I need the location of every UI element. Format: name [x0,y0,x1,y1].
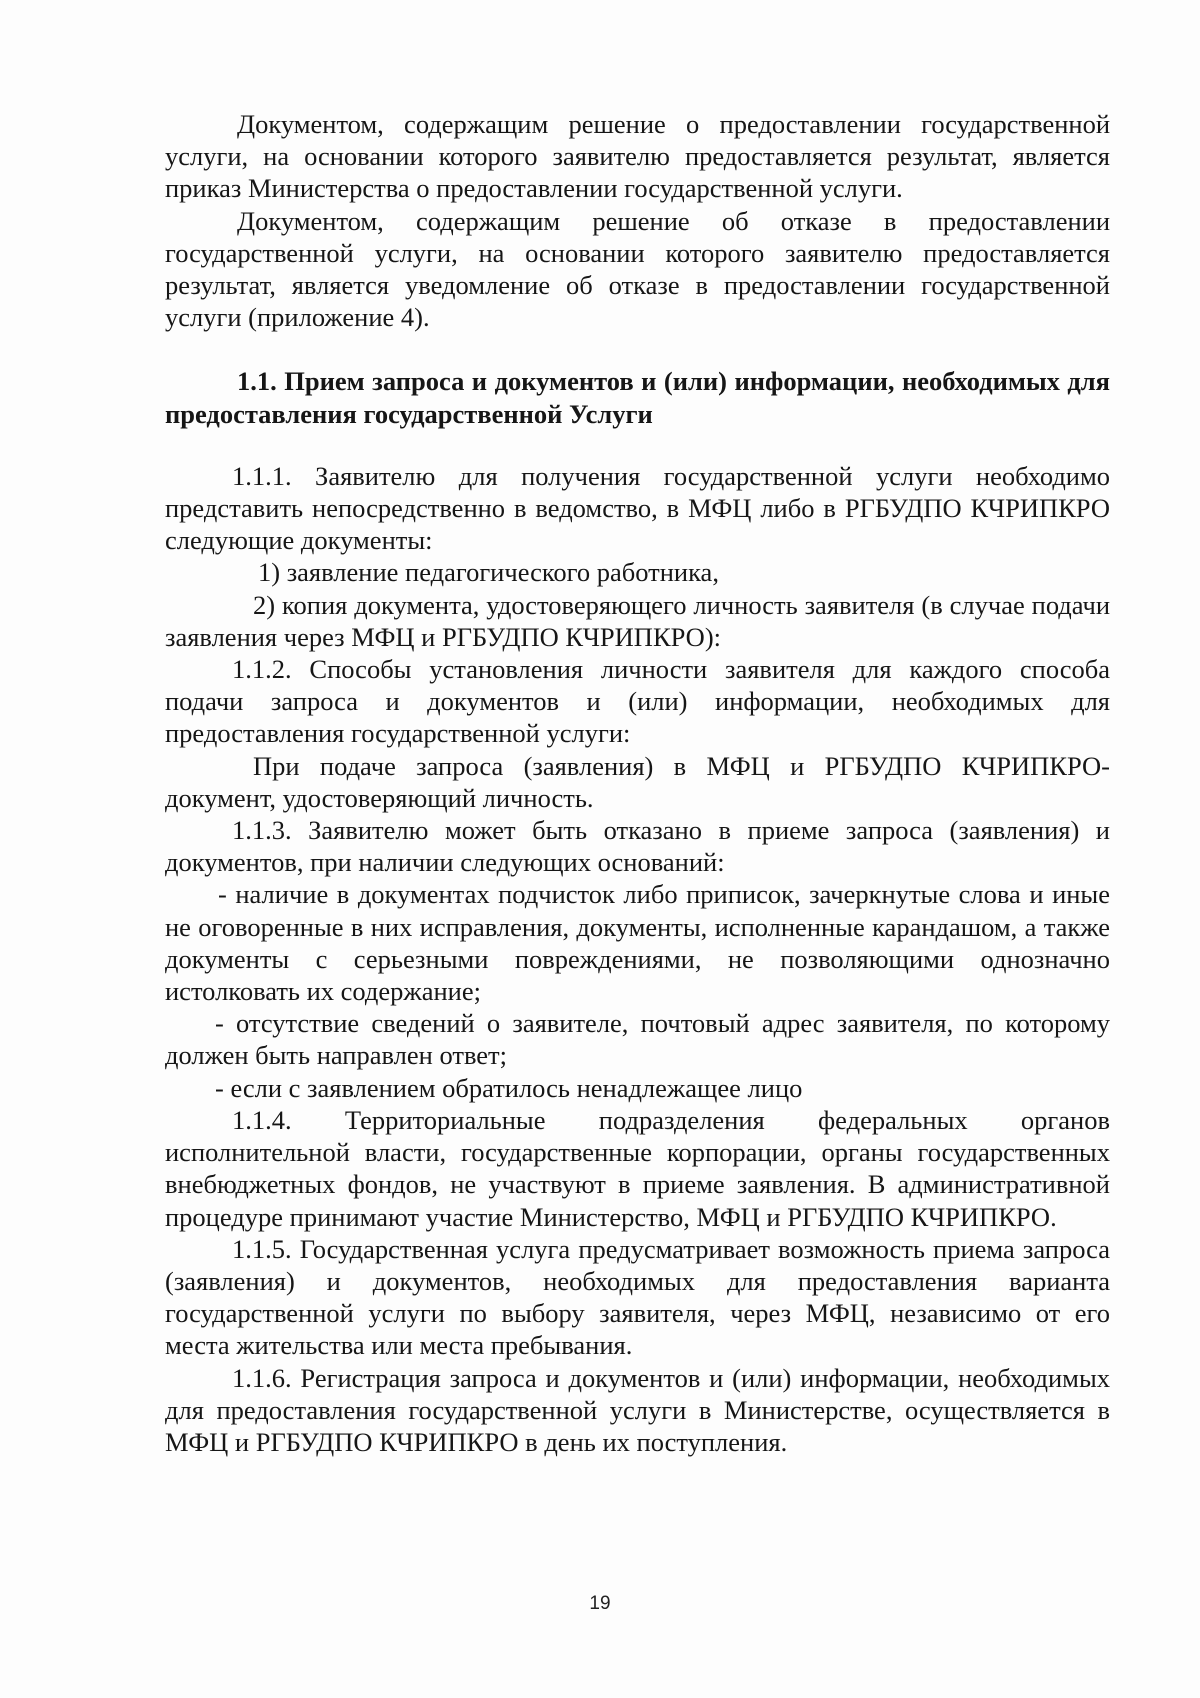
list-item-1: 1) заявление педагогического работника, [258,557,719,588]
clause-1-1-4: 1.1.4. Территориальные подразделения федеральных органов исполнительной власти, государственные корпорации, органы государственных внебюджетных фондов, не участвуют в приеме заявления. В административной процедуре принимают участие Министерство, МФЦ и РГБУДПО КЧРИПКРО. [165,1104,1110,1232]
document-body [165,108,1110,1458]
paragraph-result-decision: Документом, содержащим решение о предоставлении государственной услуги, на основании которого заявителю предоставляется результат, является приказ Министерства о предоставлении государственной услуги. [165,109,1110,204]
list-item-2: 2) копия документа, удостоверяющего личность заявителя (в случае подачи заявления через МФЦ и РГБУДПО КЧРИПКРО): [165,589,1110,652]
clause-1-1-2-text: При подаче запроса (заявления) в МФЦ и РГБУДПО КЧРИПКРО-документ, удостоверяющий личность. [165,750,1110,813]
clause-1-1-6: 1.1.6. Регистрация запроса и документов и (или) информации, необходимых для предоставления государственной услуги в Министерстве, осуществляется в МФЦ и РГБУДПО КЧРИПКРО в день их поступления. [165,1362,1110,1457]
paragraph-refusal-decision: Документом, содержащим решение об отказе в предоставлении государственной услуги, на основании которого заявителю предоставляется результат, является уведомление об отказе в предоставлении государственной услуги (приложение 4). [165,205,1110,333]
refusal-ground-3: - если с заявлением обратилось ненадлежащее лицо [215,1072,803,1103]
refusal-ground-1: - наличие в документах подчисток либо приписок, зачеркнутые слова и иные не оговоренные в них исправления, документы, исполненные карандашом, а также документы с серьезными повреждениями, не позволяющими однозначно истолковать их содержание; [165,879,1110,1007]
section-heading: 1.1. Прием запроса и документов и (или) информации, необходимых для предоставления государственной Услуги [165,366,1110,429]
clause-1-1-2: 1.1.2. Способы установления личности заявителя для каждого способа подачи запроса и документов и (или) информации, необходимых для предоставления государственной услуги: [165,654,1110,749]
clause-1-1-5: 1.1.5. Государственная услуга предусматривает возможность приема запроса (заявления) и документов, необходимых для предоставления варианта государственной услуги по выбору заявителя, через МФЦ, независимо от его места жительства или места пребывания. [165,1233,1110,1361]
refusal-ground-2: - отсутствие сведений о заявителе, почтовый адрес заявителя, по которому должен быть направлен ответ; [165,1008,1110,1071]
clause-1-1-3: 1.1.3. Заявителю может быть отказано в приеме запроса (заявления) и документов, при наличии следующих оснований: [165,815,1110,878]
clause-1-1-1: 1.1.1. Заявителю для получения государственной услуги необходимо представить непосредственно в ведомство, в МФЦ либо в РГБУДПО КЧРИПКРО следующие документы: [165,460,1110,556]
page-number: 19 [589,1593,611,1614]
